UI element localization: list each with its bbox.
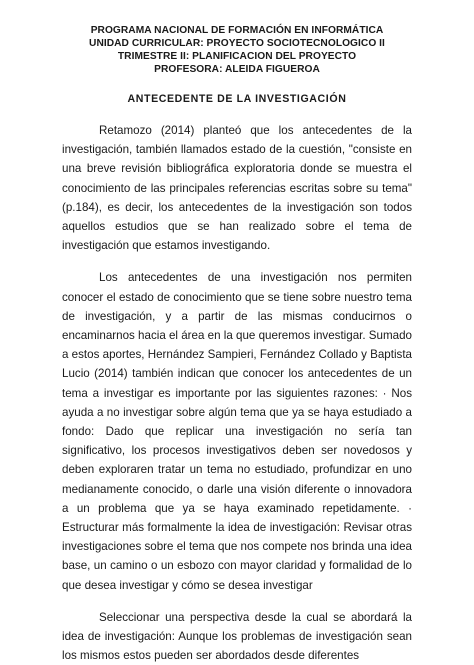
header-professor-line: PROFESORA: ALEIDA FIGUEROA bbox=[154, 64, 320, 75]
header-course-line: UNIDAD CURRICULAR: PROYECTO SOCIOTECNOLOGICO II bbox=[89, 38, 385, 49]
header-program-line: PROGRAMA NACIONAL DE FORMACIÓN EN INFORMÁTICA bbox=[90, 25, 384, 36]
paragraph-retamozo: Retamozo (2014) planteó que los antecedentes de la investigación, también llamados estado de la cuestión, "consiste en una breve revisión bibliográfica exploratoria donde se muestra el conocimiento de las principales referencias escritas sobre su tema" (p.184), es decir, los antecedentes de la investigación son todos aquellos estudios que se han realizado sobre el tema de investigación que estamos investigando. bbox=[62, 124, 412, 253]
paragraph-perspectiva: Seleccionar una perspectiva desde la cual se abordará la idea de investigación: Aunque los problemas de investigación sean los mismos estos pueden ser abordados desde diferentes bbox=[62, 610, 412, 663]
document-title: ANTECEDENTE DE LA INVESTIGACIÓN bbox=[127, 93, 347, 105]
paragraph-antecedentes: Los antecedentes de una investigación nos permiten conocer el estado de conocimiento que se tiene sobre nuestro tema de investigación, y a partir de las mismas conducirnos o encaminarnos hacia el área en la que queremos investigar. Sumado a estos aportes, Hernández Sampieri, Fernández Collado y Baptista Lucio (2014) también indican que conocer los antecedentes de un tema a investigar es importante por las siguientes razones: · Nos ayuda a no investigar sobre algún tema que ya se haya estudiado a fondo: Dado que replicar una investigación no sería tan significativo, los procesos investigativos deben ser novedosos y deben exploraren tratar un tema no estudiado, profundizar en uno medianamente conocido, o darle una visión diferente o innovadora a un problema que ya se haya examinado repetidamente. · Estructurar más formalmente la idea de investigación: Revisar otras investigaciones sobre el tema que nos compete nos brinda una idea base, un camino o un esbozo con mayor claridad y formalidad de lo que desea investigar y cómo se desea investigar bbox=[62, 271, 412, 592]
header-term-line: TRIMESTRE II: PLANIFICACION DEL PROYECTO bbox=[117, 51, 357, 62]
document-header bbox=[62, 24, 412, 76]
